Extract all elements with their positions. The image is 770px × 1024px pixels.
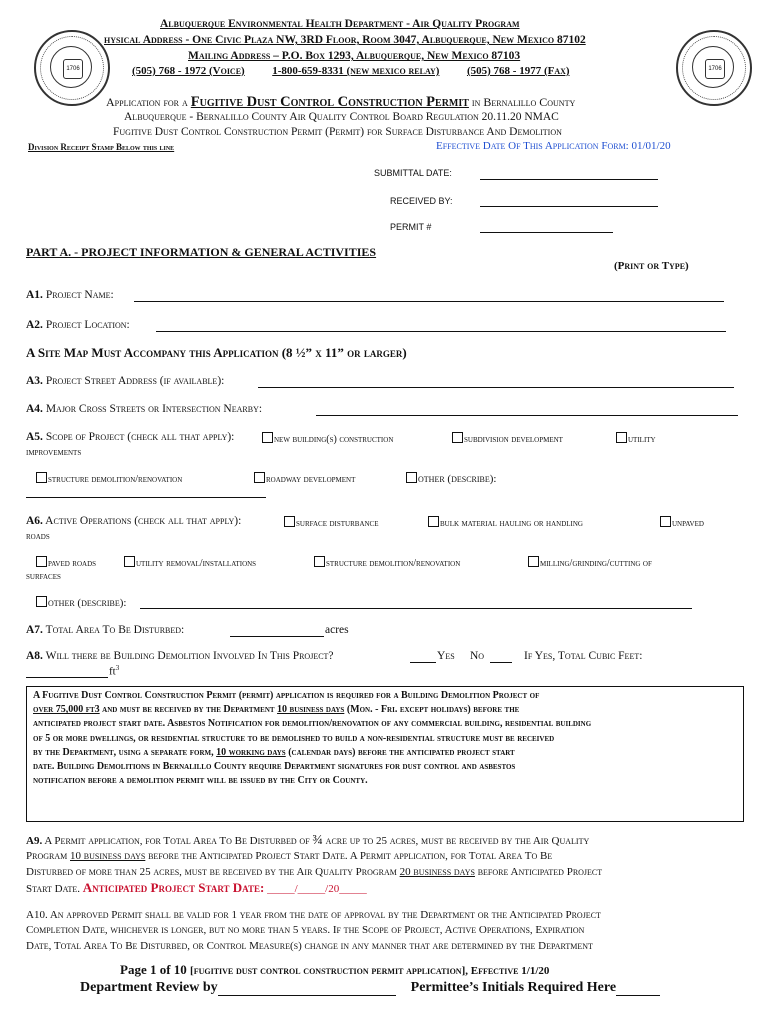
utility-improvements-text: improvements bbox=[26, 447, 82, 458]
total-area-label: A7. Total Area To Be Disturbed: bbox=[26, 624, 185, 636]
checkbox-utility-removal-box[interactable] bbox=[124, 556, 135, 567]
yes-label: Yes bbox=[437, 650, 455, 662]
a10-paragraph: A10. An approved Permit shall be valid for 1 year from the date of approval by the Department or the Anticipated Project Completion Date, whichever is longer, but no more than 5 years. If the Scope of Project, Active Operations, Expiration Date, Total Area To Be Disturbed, or Control Measure(s) change in any manner that are determined by the Department bbox=[26, 909, 601, 952]
form-title-main: Fugitive Dust Control Construction Permit bbox=[190, 94, 469, 110]
checkbox-paved-roads-box[interactable] bbox=[36, 556, 47, 567]
demolition-question: A8. Will there be Building Demolition Involved In This Project? bbox=[26, 650, 334, 662]
checkbox-structure-demolition-box[interactable] bbox=[36, 472, 47, 483]
checkbox-roadway[interactable]: roadway development bbox=[254, 472, 355, 485]
checkbox-other-scope-box[interactable] bbox=[406, 472, 417, 483]
checkbox-other-operations[interactable]: other (describe): bbox=[36, 596, 126, 609]
checkbox-unpaved[interactable]: unpaved bbox=[660, 516, 704, 529]
header-mailing-address: Mailing Address – P.O. Box 1293, Albuquerque, New Mexico 87103 bbox=[188, 50, 521, 62]
checkbox-new-building[interactable]: new building(s) construction bbox=[262, 432, 393, 445]
checkbox-roadway-box[interactable] bbox=[254, 472, 265, 483]
permittee-initials-field[interactable] bbox=[616, 994, 660, 996]
regulation-line: Albuquerque - Bernalillo County Air Quality Control Board Regulation 20.11.20 NMAC bbox=[124, 111, 559, 123]
checkbox-surface-disturbance[interactable]: surface disturbance bbox=[284, 516, 379, 529]
checkbox-structure-demo-ops-box[interactable] bbox=[314, 556, 325, 567]
checkbox-utility-removal[interactable]: utility removal/installations bbox=[124, 556, 256, 569]
checkbox-subdivision-box[interactable] bbox=[452, 432, 463, 443]
street-address-field[interactable] bbox=[258, 386, 734, 388]
checkbox-surface-disturbance-box[interactable] bbox=[284, 516, 295, 527]
department-review-field[interactable] bbox=[218, 994, 396, 996]
cubic-feet-unit: $ft^3$ bbox=[109, 664, 120, 678]
street-address-label: A3. Project Street Address (if available): bbox=[26, 375, 225, 387]
anticipated-start-date-label: Anticipated Project Start Date: bbox=[82, 879, 265, 895]
project-location-label: A2. Project Location: bbox=[26, 319, 130, 331]
phone-voice: (505) 768 - 1972 (Voice) bbox=[132, 65, 245, 77]
checkbox-other-scope[interactable]: other (describe): bbox=[406, 472, 496, 485]
review-footer: Department Review by Permittee’s Initials Required Here bbox=[80, 980, 660, 996]
checkbox-bulk-material[interactable]: bulk material hauling or handling bbox=[428, 516, 583, 529]
submittal-date-label: SUBMITTAL DATE: bbox=[374, 168, 452, 178]
permit-number-field[interactable] bbox=[480, 231, 613, 233]
permit-scope-line: Fugitive Dust Control Construction Permit (Permit) for Surface Disturbance And Demolition bbox=[113, 126, 562, 138]
total-area-field[interactable] bbox=[230, 635, 324, 637]
active-operations-label: A6. Active Operations (check all that apply): bbox=[26, 515, 242, 527]
no-answer-field[interactable] bbox=[490, 661, 512, 663]
header-department: Albuquerque Environmental Health Department - Air Quality Program bbox=[160, 18, 520, 30]
permit-number-label: PERMIT # bbox=[390, 222, 432, 232]
acres-unit: acres bbox=[325, 624, 349, 636]
checkbox-structure-demolition[interactable]: structure demolition/renovation bbox=[36, 472, 182, 485]
other-operations-field[interactable] bbox=[140, 607, 692, 609]
part-a-heading: PART A. - PROJECT INFORMATION & GENERAL ACTIVITIES bbox=[26, 245, 377, 259]
phone-fax: (505) 768 - 1977 (Fax) bbox=[466, 65, 570, 77]
demolition-notice-box: A Fugitive Dust Control Construction Permit (permit) application is required for a Building Demolition Project of over 75,000 ft3 and must be received by the Department 10 business days (Mon. - Fri. except holidays) before the anticipated project start date. Asbestos Notification for demolition/renovation of any commercial building, residential building of 5 or more dwellings, or residential structure to be demolished to build a non-residential structure must be received by the Department, using a separate form, 10 working days (calendar days) before the anticipated project start date. Building Demolitions in Bernalillo County require Department signatures for dust control and asbestos notification before a demolition permit will be issued by the City or County. bbox=[26, 686, 744, 822]
checkbox-utility-box[interactable] bbox=[616, 432, 627, 443]
other-scope-field[interactable] bbox=[26, 496, 266, 498]
a9-paragraph: A9. A Permit application, for Total Area To Be Disturbed of ¾ acre up to 25 acres, must be received by the Air Quality Program 10 business days before the Anticipated Project Start Date. A Permit application, for Total Area To Be Disturbed of more than 25 acres, must be received by the Air Quality Program 20 business days before Anticipated Project Start Date. Anticipated Project Start Date: _____/_____/20_____ bbox=[26, 833, 603, 895]
received-by-label: RECEIVED BY: bbox=[390, 196, 453, 206]
checkbox-milling-box[interactable] bbox=[528, 556, 539, 567]
receipt-stamp-note: Division Receipt Stamp Below this line bbox=[28, 142, 175, 152]
scope-of-project-label: A5. Scope of Project (check all that apply): bbox=[26, 431, 235, 443]
no-label: No bbox=[470, 650, 485, 662]
print-or-type-note: (Print or Type) bbox=[614, 260, 689, 272]
anticipated-start-date-field[interactable]: _____/_____/20_____ bbox=[267, 882, 367, 895]
form-title: Application for a Fugitive Dust Control Construction Permit in Bernalillo County bbox=[106, 94, 576, 110]
header-physical-address: hysical Address - One Civic Plaza NW, 3RD Floor, Room 3047, Albuquerque, New Mexico 87102 bbox=[104, 34, 586, 46]
right-city-seal: 1706 bbox=[676, 30, 752, 106]
checkbox-bulk-material-box[interactable] bbox=[428, 516, 439, 527]
page-footer: Page 1 of 10 [fugitive dust control construction permit application], Effective 1/1/20 bbox=[120, 962, 550, 977]
site-map-notice: A Site Map Must Accompany this Application (8 ½” x 11” or larger) bbox=[26, 345, 407, 360]
checkbox-unpaved-box[interactable] bbox=[660, 516, 671, 527]
phone-relay: 1-800-659-8331 (new mexico relay) bbox=[272, 65, 440, 77]
cross-streets-field[interactable] bbox=[316, 414, 738, 416]
checkbox-paved-roads[interactable]: paved roads bbox=[36, 556, 96, 569]
project-location-field[interactable] bbox=[156, 330, 726, 332]
checkbox-milling[interactable]: milling/grinding/cutting of bbox=[528, 556, 652, 569]
checkbox-structure-demo-ops[interactable]: structure demolition/renovation bbox=[314, 556, 460, 569]
checkbox-new-building-box[interactable] bbox=[262, 432, 273, 443]
cubic-feet-label: If Yes, Total Cubic Feet: bbox=[524, 650, 643, 662]
checkbox-other-operations-box[interactable] bbox=[36, 596, 47, 607]
submittal-date-field[interactable] bbox=[480, 178, 658, 180]
left-city-seal: 1706 bbox=[34, 30, 110, 106]
received-by-field[interactable] bbox=[480, 205, 658, 207]
cubic-feet-field[interactable] bbox=[26, 676, 108, 678]
cross-streets-label: A4. Major Cross Streets or Intersection Nearby: bbox=[26, 403, 263, 415]
checkbox-subdivision[interactable]: subdivision development bbox=[452, 432, 563, 445]
project-name-field[interactable] bbox=[134, 300, 724, 302]
yes-answer-field[interactable] bbox=[410, 661, 436, 663]
checkbox-utility[interactable]: utility bbox=[616, 432, 656, 445]
project-name-label: A1. Project Name: bbox=[26, 289, 114, 301]
header-phones bbox=[132, 65, 570, 77]
unpaved-roads-text: roads bbox=[26, 531, 50, 542]
effective-date: Effective Date Of This Application Form: 01/01/20 bbox=[436, 140, 671, 152]
milling-surfaces-text: surfaces bbox=[26, 571, 61, 582]
